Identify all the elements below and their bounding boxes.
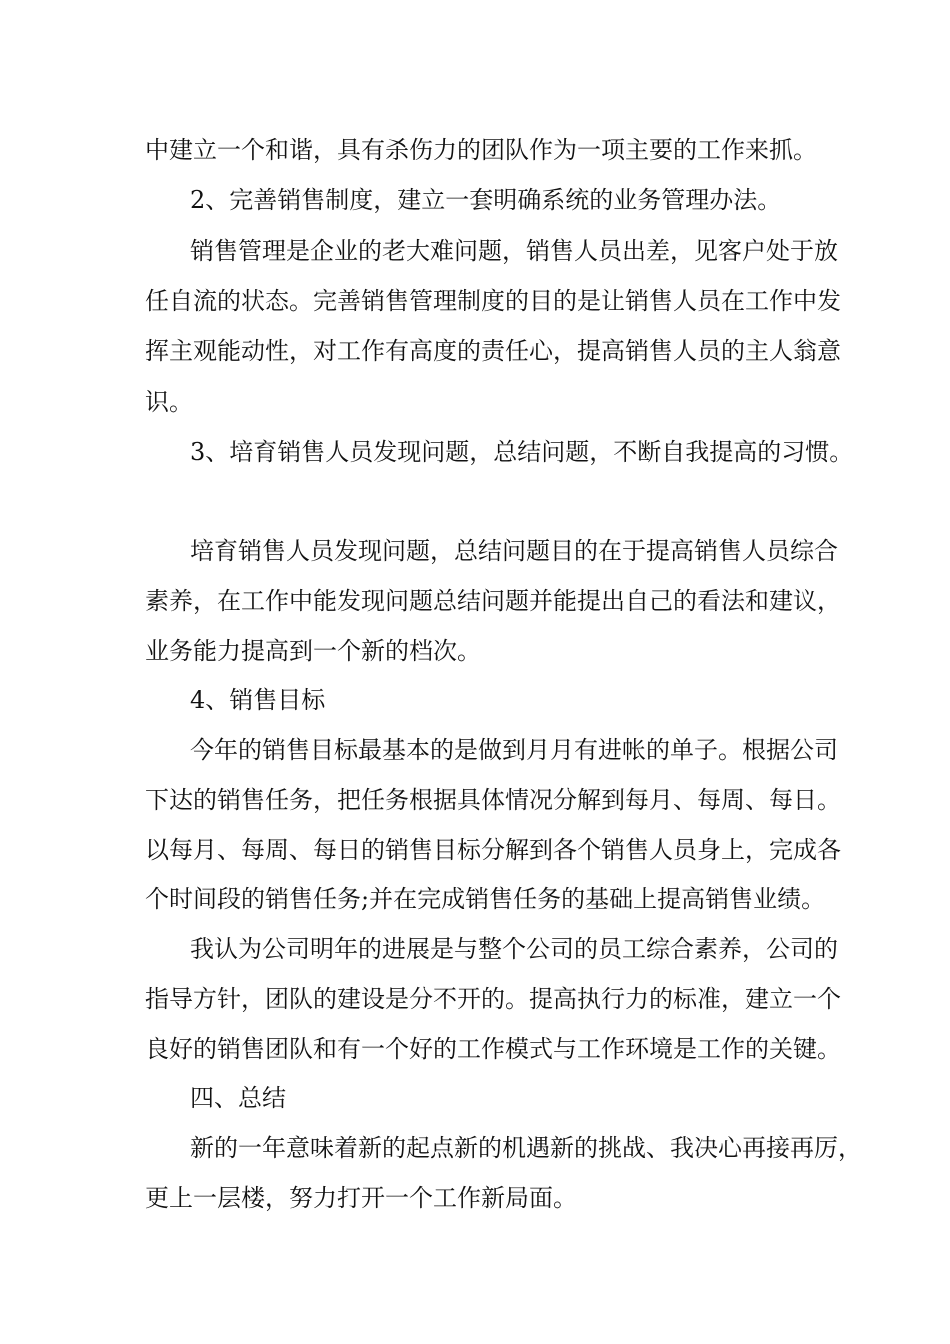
section-heading: 4、销售目标 — [190, 686, 326, 714]
text-line: 今年的销售目标最基本的是做到月月有进帐的单子。根据公司 — [190, 736, 838, 764]
section-heading: 四、总结 — [190, 1084, 286, 1112]
text-line: 培育销售人员发现问题，总结问题目的在于提高销售人员综合 — [190, 537, 838, 565]
text-line: 指导方针，团队的建设是分不开的。提高执行力的标准，建立一个 — [145, 985, 841, 1013]
text-line: 业务能力提高到一个新的档次。 — [145, 637, 481, 665]
text-line: 下达的销售任务，把任务根据具体情况分解到每月、每周、每日。 — [145, 786, 841, 814]
text-line: 素养，在工作中能发现问题总结问题并能提出自己的看法和建议， — [145, 587, 841, 615]
text-line: 个时间段的销售任务;并在完成销售任务的基础上提高销售业绩。 — [145, 885, 826, 913]
text-line: 识。 — [145, 388, 193, 416]
section-heading: 2、完善销售制度，建立一套明确系统的业务管理办法。 — [190, 186, 782, 214]
text-line: 新的一年意味着新的起点新的机遇新的挑战、我决心再接再厉， — [190, 1134, 862, 1162]
text-line: 挥主观能动性，对工作有高度的责任心，提高销售人员的主人翁意 — [145, 337, 841, 365]
text-line: 中建立一个和谐，具有杀伤力的团队作为一项主要的工作来抓。 — [145, 136, 817, 164]
section-heading: 3、培育销售人员发现问题，总结问题，不断自我提高的习惯。 — [190, 438, 854, 466]
text-line: 任自流的状态。完善销售管理制度的目的是让销售人员在工作中发 — [145, 287, 841, 315]
text-line: 销售管理是企业的老大难问题，销售人员出差，见客户处于放 — [190, 237, 838, 265]
text-line: 我认为公司明年的进展是与整个公司的员工综合素养，公司的 — [190, 935, 838, 963]
text-line: 以每月、每周、每日的销售目标分解到各个销售人员身上，完成各 — [145, 836, 841, 864]
text-line: 更上一层楼，努力打开一个工作新局面。 — [145, 1184, 577, 1212]
text-line: 良好的销售团队和有一个好的工作模式与工作环境是工作的关键。 — [145, 1035, 841, 1063]
